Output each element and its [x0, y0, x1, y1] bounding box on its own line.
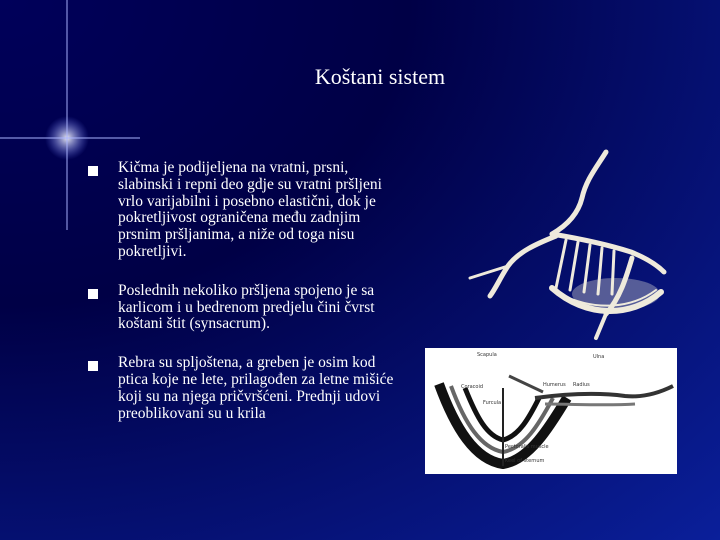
label-furcula: Furcula: [483, 400, 502, 406]
label-scapula: Scapula: [477, 352, 497, 358]
sternum-drawing: [425, 348, 677, 474]
bullet-item: [88, 355, 408, 422]
slide-title: Koštani sistem: [314, 64, 446, 89]
bullet-item: [88, 160, 408, 261]
label-coracoid: Coracoid: [461, 384, 484, 390]
label-ulna: Ulna: [593, 354, 605, 360]
sternum-diagram: [425, 348, 677, 474]
bullet-list: [88, 160, 408, 444]
bird-skeleton-image: [456, 148, 670, 344]
bullet-text: Rebra su spljoštena, a greben je osim kod ptica koje ne lete, prilagođen za letne mišiće koji su na njega pričvršćeni. Prednji udovi preoblikovani su u krila: [118, 354, 394, 422]
bullet-text: Kičma je podijeljena na vratni, prsni, slabinski i repni deo gdje su vratni pršljeni vrlo varijabilni i posebno elastični, dok je pokretljivost ograničena među zadnjim prsnim pršljanima, a niže od toga nisu pokretljivi.: [118, 159, 382, 260]
bullet-square-icon: [88, 166, 98, 176]
label-radius: Radius: [573, 382, 590, 388]
bullet-square-icon: [88, 289, 98, 299]
label-humerus: Humerus: [543, 382, 566, 388]
bullet-square-icon: [88, 361, 98, 371]
bullet-item: [88, 283, 408, 333]
label-pectoralis: Pectoralis muscle: [505, 444, 549, 450]
bullet-text: Poslednih nekoliko pršljena spojeno je sa karlicom i u bedrenom predjelu čini čvrst koštani štit (synsacrum).: [118, 281, 375, 333]
label-sternum: Keel of sternum: [505, 458, 545, 464]
